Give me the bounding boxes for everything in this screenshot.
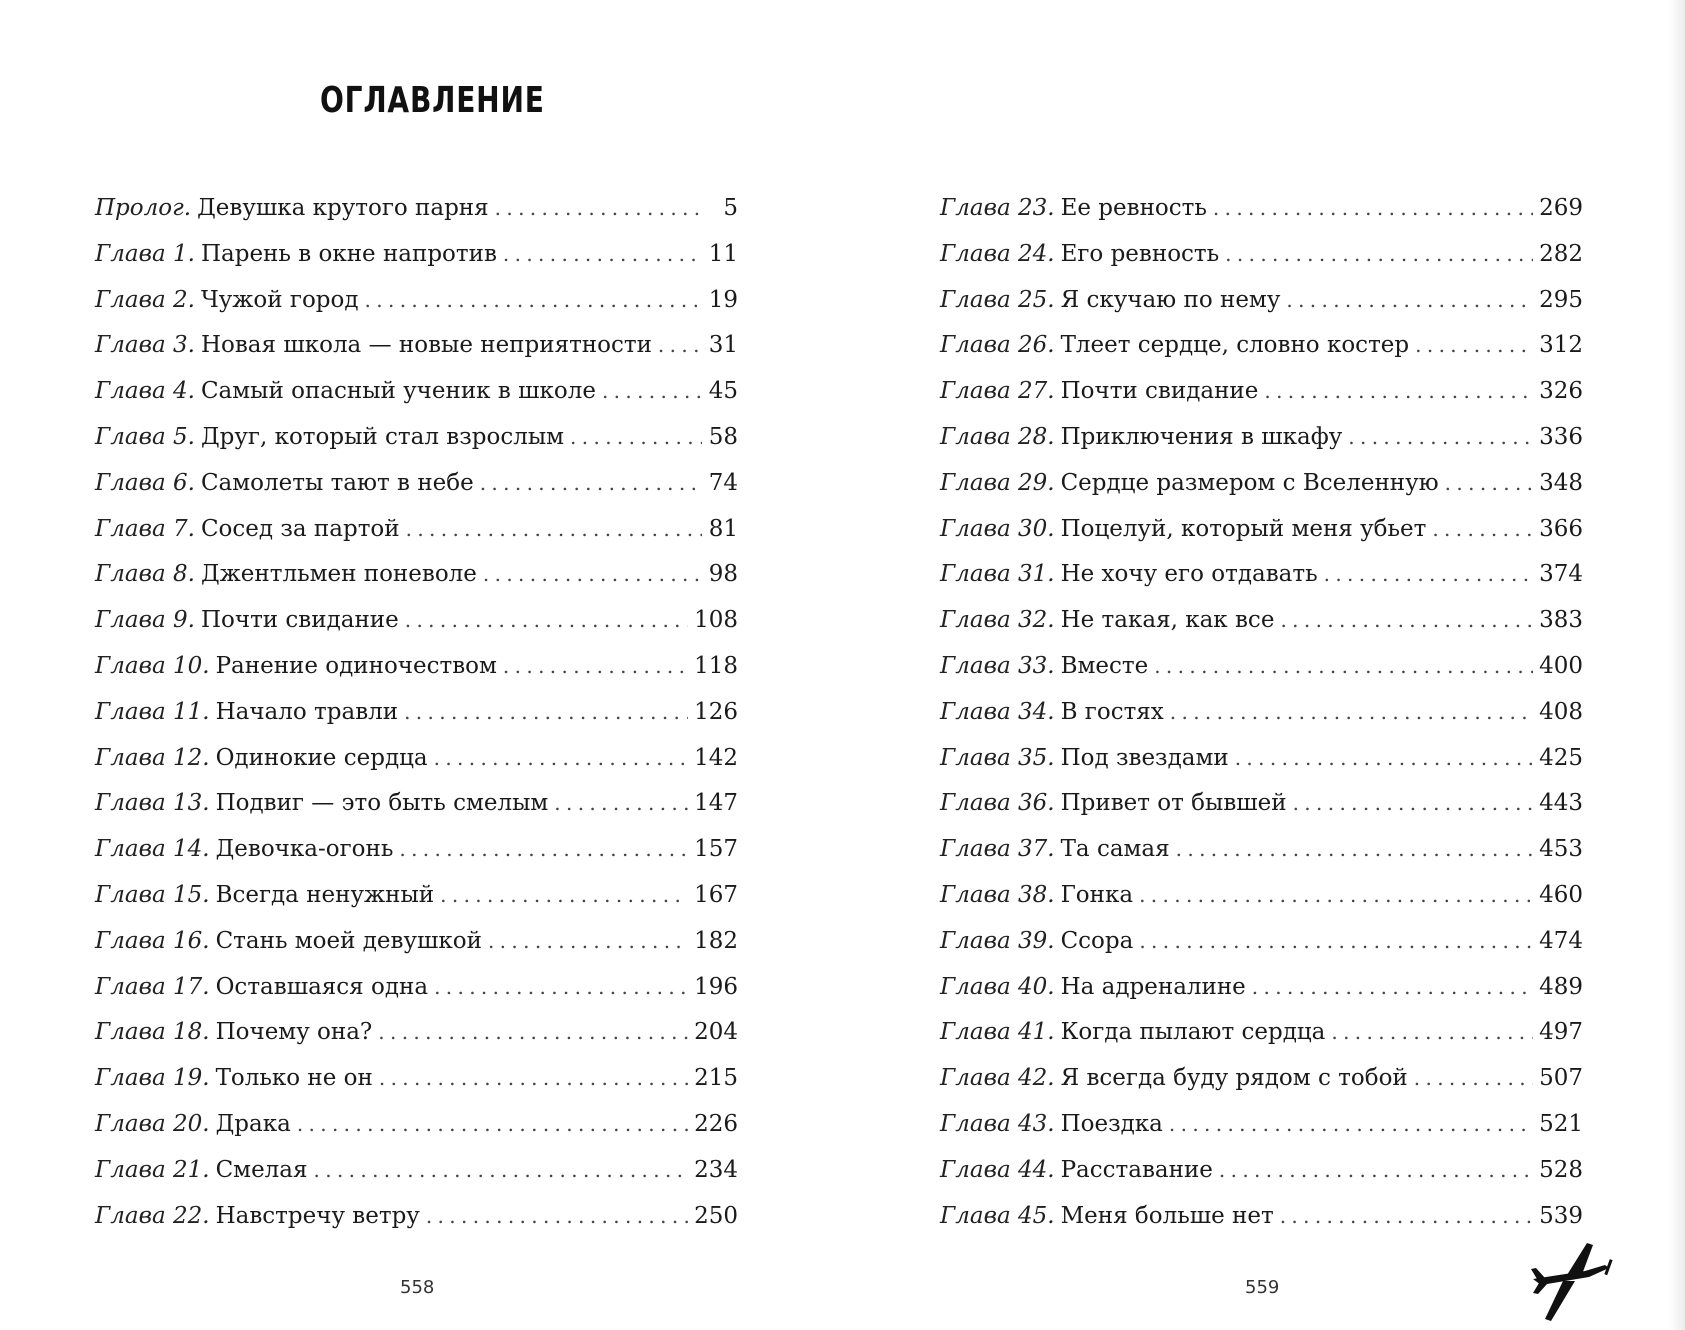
chapter-title: Ссора bbox=[1060, 927, 1134, 954]
chapter-page-number: 45 bbox=[708, 378, 738, 405]
dot-leader bbox=[1213, 186, 1533, 232]
toc-entry bbox=[95, 827, 738, 873]
dot-leader bbox=[314, 1148, 689, 1194]
dot-leader bbox=[1293, 781, 1534, 827]
toc-right-column bbox=[940, 186, 1583, 1239]
toc-entry bbox=[940, 919, 1583, 965]
chapter-label: Глава 12. bbox=[95, 744, 210, 771]
toc-entry bbox=[940, 827, 1583, 873]
chapter-title: Почему она? bbox=[215, 1019, 373, 1046]
chapter-title: Сердце размером с Вселенную bbox=[1060, 469, 1439, 496]
dot-leader bbox=[1348, 415, 1533, 461]
chapter-page-number: 539 bbox=[1539, 1202, 1583, 1229]
chapter-title: Поездка bbox=[1060, 1110, 1163, 1137]
chapter-page-number: 443 bbox=[1539, 790, 1583, 817]
chapter-title: Драка bbox=[215, 1110, 291, 1137]
dot-leader bbox=[434, 736, 688, 782]
dot-leader bbox=[554, 781, 688, 827]
chapter-page-number: 528 bbox=[1539, 1156, 1583, 1183]
chapter-label: Глава 39. bbox=[940, 927, 1055, 954]
chapter-title: Поцелуй, который меня убьет bbox=[1060, 515, 1427, 542]
toc-entry bbox=[95, 644, 738, 690]
dot-leader bbox=[480, 461, 702, 507]
chapter-title: В гостях bbox=[1060, 698, 1164, 725]
toc-entry bbox=[940, 369, 1583, 415]
chapter-page-number: 167 bbox=[694, 881, 738, 908]
folio-right: 559 bbox=[1245, 1277, 1280, 1298]
folio-left: 558 bbox=[400, 1277, 435, 1298]
chapter-label: Глава 42. bbox=[940, 1065, 1055, 1092]
dot-leader bbox=[1280, 598, 1533, 644]
dot-leader bbox=[297, 1102, 688, 1148]
dot-leader bbox=[1176, 827, 1533, 873]
chapter-page-number: 497 bbox=[1539, 1019, 1583, 1046]
chapter-title: Привет от бывшей bbox=[1060, 790, 1287, 817]
chapter-label: Глава 9. bbox=[95, 607, 195, 634]
chapter-title: Одинокие сердца bbox=[215, 744, 428, 771]
chapter-label: Глава 38. bbox=[940, 881, 1055, 908]
chapter-label: Глава 41. bbox=[940, 1019, 1055, 1046]
toc-entry bbox=[940, 598, 1583, 644]
toc-entry bbox=[940, 736, 1583, 782]
chapter-label: Глава 16. bbox=[95, 927, 210, 954]
chapter-title: Гонка bbox=[1060, 881, 1134, 908]
chapter-label: Глава 3. bbox=[95, 332, 195, 359]
chapter-title: На адреналине bbox=[1060, 973, 1246, 1000]
dot-leader bbox=[483, 552, 702, 598]
toc-entry bbox=[95, 781, 738, 827]
chapter-label: Глава 45. bbox=[940, 1202, 1055, 1229]
dot-leader bbox=[1445, 461, 1533, 507]
chapter-label: Глава 35. bbox=[940, 744, 1055, 771]
chapter-title: Самолеты тают в небе bbox=[200, 469, 474, 496]
toc-entry bbox=[95, 186, 738, 232]
dot-leader bbox=[1414, 1056, 1533, 1102]
chapter-label: Глава 1. bbox=[95, 240, 195, 267]
toc-entry bbox=[95, 507, 738, 553]
toc-entry bbox=[95, 736, 738, 782]
toc-entry bbox=[95, 278, 738, 324]
toc-entry bbox=[95, 1148, 738, 1194]
chapter-title: Тлеет сердце, словно костер bbox=[1060, 332, 1410, 359]
chapter-label: Глава 43. bbox=[940, 1110, 1055, 1137]
dot-leader bbox=[378, 1010, 688, 1056]
chapter-label: Глава 4. bbox=[95, 378, 195, 405]
chapter-label: Глава 15. bbox=[95, 881, 210, 908]
chapter-title: Подвиг — это быть смелым bbox=[215, 790, 549, 817]
chapter-title: Друг, который стал взрослым bbox=[200, 423, 565, 450]
dot-leader bbox=[658, 323, 702, 369]
toc-entry bbox=[940, 461, 1583, 507]
chapter-page-number: 215 bbox=[694, 1065, 738, 1092]
chapter-label: Пролог. bbox=[95, 195, 192, 221]
chapter-title: Девушка крутого парня bbox=[197, 195, 489, 221]
toc-entry bbox=[940, 1194, 1583, 1240]
chapter-page-number: 366 bbox=[1539, 515, 1583, 542]
chapter-page-number: 126 bbox=[694, 698, 738, 725]
chapter-label: Глава 7. bbox=[95, 515, 195, 542]
chapter-page-number: 282 bbox=[1539, 240, 1583, 267]
chapter-label: Глава 6. bbox=[95, 469, 195, 496]
dot-leader bbox=[1252, 965, 1533, 1011]
dot-leader bbox=[379, 1056, 688, 1102]
dot-leader bbox=[1415, 323, 1533, 369]
chapter-label: Глава 13. bbox=[95, 790, 210, 817]
chapter-title: Приключения в шкафу bbox=[1060, 423, 1343, 450]
chapter-title: Вместе bbox=[1060, 652, 1149, 679]
dot-leader bbox=[1154, 644, 1533, 690]
page-title: ОГЛАВЛЕНИЕ bbox=[320, 80, 545, 121]
chapter-page-number: 74 bbox=[708, 469, 738, 496]
chapter-label: Глава 29. bbox=[940, 469, 1055, 496]
toc-entry bbox=[95, 461, 738, 507]
dot-leader bbox=[440, 873, 688, 919]
toc-entry bbox=[95, 598, 738, 644]
chapter-label: Глава 8. bbox=[95, 561, 195, 588]
chapter-label: Глава 18. bbox=[95, 1019, 210, 1046]
chapter-title: Оставшаяся одна bbox=[215, 973, 429, 1000]
dot-leader bbox=[1225, 232, 1533, 278]
chapter-title: Чужой город bbox=[200, 286, 359, 313]
dot-leader bbox=[570, 415, 702, 461]
chapter-label: Глава 44. bbox=[940, 1156, 1055, 1183]
chapter-label: Глава 32. bbox=[940, 607, 1055, 634]
chapter-page-number: 108 bbox=[694, 607, 738, 634]
chapter-label: Глава 28. bbox=[940, 423, 1055, 450]
toc-entry bbox=[95, 552, 738, 598]
toc-entry bbox=[940, 278, 1583, 324]
dot-leader bbox=[406, 507, 702, 553]
chapter-label: Глава 5. bbox=[95, 423, 195, 450]
chapter-label: Глава 30. bbox=[940, 515, 1055, 542]
toc-entry bbox=[940, 415, 1583, 461]
toc-entry bbox=[940, 232, 1583, 278]
chapter-title: Почти свидание bbox=[1060, 378, 1259, 405]
chapter-title: Не такая, как все bbox=[1060, 607, 1275, 634]
chapter-page-number: 521 bbox=[1539, 1110, 1583, 1137]
chapter-title: Почти свидание bbox=[200, 607, 399, 634]
chapter-page-number: 400 bbox=[1539, 652, 1583, 679]
chapter-page-number: 250 bbox=[694, 1202, 738, 1229]
chapter-title: Меня больше нет bbox=[1060, 1202, 1274, 1229]
chapter-page-number: 147 bbox=[694, 790, 738, 817]
chapter-page-number: 489 bbox=[1539, 973, 1583, 1000]
chapter-page-number: 142 bbox=[694, 744, 738, 771]
toc-entry bbox=[940, 873, 1583, 919]
chapter-page-number: 408 bbox=[1539, 698, 1583, 725]
chapter-page-number: 425 bbox=[1539, 744, 1583, 771]
chapter-label: Глава 24. bbox=[940, 240, 1055, 267]
toc-entry bbox=[940, 965, 1583, 1011]
chapter-title: Навстречу ветру bbox=[215, 1202, 420, 1229]
chapter-page-number: 269 bbox=[1539, 195, 1583, 221]
chapter-page-number: 226 bbox=[694, 1110, 738, 1137]
toc-entry bbox=[940, 1148, 1583, 1194]
chapter-page-number: 98 bbox=[708, 561, 738, 588]
toc-entry bbox=[940, 323, 1583, 369]
toc-entry bbox=[95, 1194, 738, 1240]
toc-entry bbox=[95, 232, 738, 278]
chapter-page-number: 19 bbox=[708, 286, 738, 313]
toc-entry bbox=[95, 1102, 738, 1148]
dot-leader bbox=[399, 827, 688, 873]
chapter-title: Та самая bbox=[1060, 836, 1170, 863]
chapter-label: Глава 23. bbox=[940, 195, 1055, 221]
dot-leader bbox=[1280, 1194, 1533, 1240]
dot-leader bbox=[602, 369, 702, 415]
chapter-page-number: 157 bbox=[694, 836, 738, 863]
dot-leader bbox=[1331, 1010, 1533, 1056]
dot-leader bbox=[1139, 873, 1533, 919]
chapter-page-number: 11 bbox=[708, 240, 738, 267]
toc-entry bbox=[940, 507, 1583, 553]
chapter-page-number: 118 bbox=[694, 652, 738, 679]
chapter-page-number: 182 bbox=[694, 927, 738, 954]
chapter-title: Сосед за партой bbox=[200, 515, 400, 542]
dot-leader bbox=[1264, 369, 1533, 415]
chapter-page-number: 507 bbox=[1539, 1065, 1583, 1092]
chapter-label: Глава 33. bbox=[940, 652, 1055, 679]
toc-entry bbox=[95, 919, 738, 965]
chapter-title: Не хочу его отдавать bbox=[1060, 561, 1318, 588]
toc-entry bbox=[940, 552, 1583, 598]
chapter-title: Смелая bbox=[215, 1156, 308, 1183]
chapter-label: Глава 27. bbox=[940, 378, 1055, 405]
dot-leader bbox=[503, 644, 688, 690]
toc-entry bbox=[940, 690, 1583, 736]
chapter-label: Глава 2. bbox=[95, 286, 195, 313]
chapter-page-number: 326 bbox=[1539, 378, 1583, 405]
chapter-label: Глава 36. bbox=[940, 790, 1055, 817]
dot-leader bbox=[495, 186, 702, 232]
chapter-page-number: 5 bbox=[723, 195, 738, 221]
toc-entry bbox=[95, 415, 738, 461]
chapter-label: Глава 34. bbox=[940, 698, 1055, 725]
chapter-label: Глава 20. bbox=[95, 1110, 210, 1137]
chapter-label: Глава 31. bbox=[940, 561, 1055, 588]
toc-entry bbox=[95, 369, 738, 415]
chapter-label: Глава 21. bbox=[95, 1156, 210, 1183]
dot-leader bbox=[1235, 736, 1533, 782]
chapter-label: Глава 11. bbox=[95, 698, 210, 725]
chapter-label: Глава 40. bbox=[940, 973, 1055, 1000]
chapter-title: Начало травли bbox=[215, 698, 399, 725]
chapter-label: Глава 25. bbox=[940, 286, 1055, 313]
chapter-title: Ранение одиночеством bbox=[215, 652, 497, 679]
dot-leader bbox=[503, 232, 702, 278]
chapter-page-number: 31 bbox=[708, 332, 738, 359]
chapter-title: Джентльмен поневоле bbox=[200, 561, 477, 588]
toc-entry bbox=[940, 1056, 1583, 1102]
chapter-page-number: 196 bbox=[694, 973, 738, 1000]
chapter-page-number: 383 bbox=[1539, 607, 1583, 634]
chapter-page-number: 234 bbox=[694, 1156, 738, 1183]
chapter-label: Глава 14. bbox=[95, 836, 210, 863]
chapter-page-number: 295 bbox=[1539, 286, 1583, 313]
chapter-title: Девочка-огонь bbox=[215, 836, 394, 863]
toc-left-column bbox=[95, 186, 738, 1239]
chapter-title: Его ревность bbox=[1060, 240, 1220, 267]
chapter-page-number: 453 bbox=[1539, 836, 1583, 863]
chapter-title: Всегда ненужный bbox=[215, 881, 435, 908]
chapter-title: Я всегда буду рядом с тобой bbox=[1060, 1065, 1408, 1092]
dot-leader bbox=[426, 1194, 688, 1240]
dot-leader bbox=[1139, 919, 1533, 965]
chapter-page-number: 374 bbox=[1539, 561, 1583, 588]
dot-leader bbox=[1432, 507, 1533, 553]
chapter-title: Расставание bbox=[1060, 1156, 1213, 1183]
chapter-label: Глава 10. bbox=[95, 652, 210, 679]
chapter-title: Только не он bbox=[215, 1065, 373, 1092]
toc-entry bbox=[95, 873, 738, 919]
toc-entry bbox=[940, 1102, 1583, 1148]
toc-entry bbox=[940, 644, 1583, 690]
chapter-title: Стань моей девушкой bbox=[215, 927, 482, 954]
chapter-page-number: 58 bbox=[708, 423, 738, 450]
chapter-page-number: 81 bbox=[708, 515, 738, 542]
chapter-title: Когда пылают сердца bbox=[1060, 1019, 1326, 1046]
toc-entry bbox=[95, 1010, 738, 1056]
chapter-label: Глава 19. bbox=[95, 1065, 210, 1092]
chapter-label: Глава 17. bbox=[95, 973, 210, 1000]
chapter-page-number: 348 bbox=[1539, 469, 1583, 496]
dot-leader bbox=[434, 965, 688, 1011]
chapter-label: Глава 22. bbox=[95, 1202, 210, 1229]
dot-leader bbox=[488, 919, 688, 965]
chapter-page-number: 460 bbox=[1539, 881, 1583, 908]
chapter-title: Под звездами bbox=[1060, 744, 1229, 771]
chapter-title: Я скучаю по нему bbox=[1060, 286, 1281, 313]
toc-entry bbox=[940, 186, 1583, 232]
dot-leader bbox=[1170, 690, 1533, 736]
chapter-title: Ее ревность bbox=[1060, 195, 1207, 221]
airplane-icon bbox=[1527, 1235, 1617, 1325]
chapter-page-number: 204 bbox=[694, 1019, 738, 1046]
toc-entry bbox=[95, 690, 738, 736]
chapter-page-number: 474 bbox=[1539, 927, 1583, 954]
toc-entry bbox=[940, 781, 1583, 827]
chapter-title: Парень в окне напротив bbox=[200, 240, 497, 267]
chapter-page-number: 312 bbox=[1539, 332, 1583, 359]
toc-entry bbox=[95, 1056, 738, 1102]
chapter-title: Самый опасный ученик в школе bbox=[200, 378, 596, 405]
chapter-label: Глава 26. bbox=[940, 332, 1055, 359]
dot-leader bbox=[1219, 1148, 1533, 1194]
chapter-title: Новая школа — новые неприятности bbox=[200, 332, 652, 359]
dot-leader bbox=[405, 598, 688, 644]
dot-leader bbox=[1169, 1102, 1533, 1148]
toc-entry bbox=[940, 1010, 1583, 1056]
chapter-label: Глава 37. bbox=[940, 836, 1055, 863]
chapter-page-number: 336 bbox=[1539, 423, 1583, 450]
dot-leader bbox=[365, 278, 702, 324]
dot-leader bbox=[404, 690, 688, 736]
toc-entry bbox=[95, 965, 738, 1011]
page-edge-shadow bbox=[1669, 0, 1685, 1330]
dot-leader bbox=[1324, 552, 1533, 598]
toc-entry bbox=[95, 323, 738, 369]
dot-leader bbox=[1286, 278, 1533, 324]
